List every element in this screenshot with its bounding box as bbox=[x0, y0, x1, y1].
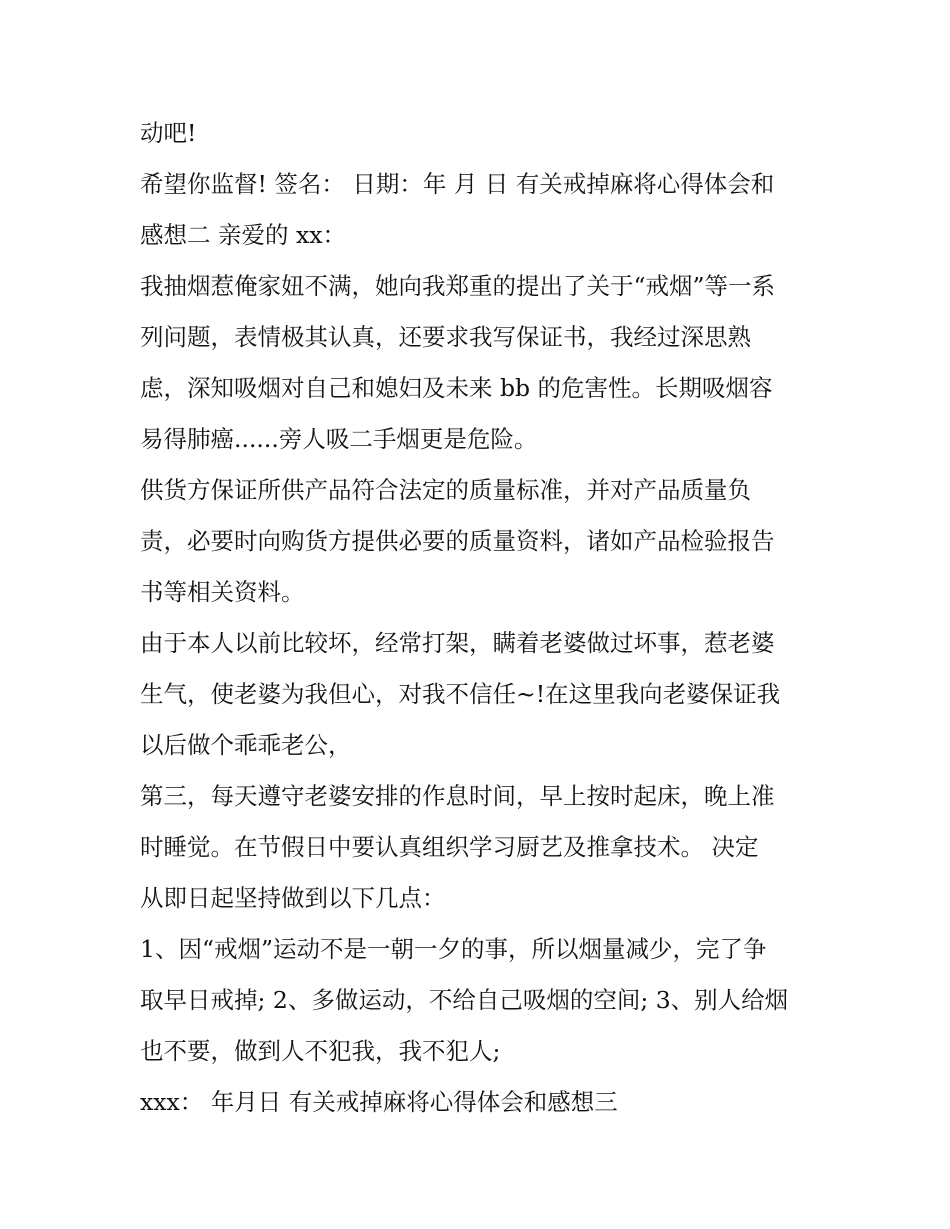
paragraph-8 bbox=[140, 1077, 820, 1128]
text-line: 第三，每天遵守老婆安排的作息时间，早上按时起床，晚上准 bbox=[140, 782, 775, 810]
text-line: 生气，使老婆为我但心，对我不信任~!在这里我向老婆保证我 bbox=[140, 680, 781, 708]
paragraph-7 bbox=[140, 924, 820, 1077]
text-line: 希望你监督! 签名： 日期：年 月 日 有关戒掉麻将心得体会和 bbox=[140, 170, 775, 198]
paragraph-5 bbox=[140, 618, 820, 771]
text-line: 也不要，做到人不犯我，我不犯人; bbox=[140, 1037, 501, 1065]
paragraph-6 bbox=[140, 771, 820, 924]
text-line: 感想二 亲爱的 xx： bbox=[140, 221, 346, 249]
paragraph-2 bbox=[140, 159, 820, 261]
paragraph-1 bbox=[140, 108, 820, 159]
text-line: 从即日起坚持做到以下几点： bbox=[140, 884, 446, 912]
text-line: 书等相关资料。 bbox=[140, 578, 305, 606]
text-line: 由于本人以前比较坏，经常打架，瞒着老婆做过坏事，惹老婆 bbox=[140, 629, 775, 657]
text-line: xxx： 年月日 有关戒掉麻将心得体会和感想三 bbox=[140, 1088, 618, 1116]
text-line: 供货方保证所供产品符合法定的质量标准，并对产品质量负 bbox=[140, 476, 751, 504]
text-line: 1、因“戒烟”运动不是一朝一夕的事，所以烟量减少，完了争 bbox=[140, 935, 767, 963]
text-line: 以后做个乖乖老公， bbox=[140, 731, 352, 759]
text-line: 列问题，表情极其认真，还要求我写保证书，我经过深思熟 bbox=[140, 323, 751, 351]
paragraph-3 bbox=[140, 261, 820, 465]
text-line: 我抽烟惹俺家妞不满，她向我郑重的提出了关于“戒烟”等一系 bbox=[140, 272, 776, 300]
text-line: 易得肺癌......旁人吸二手烟更是危险。 bbox=[140, 425, 538, 453]
text-line: 虑，深知吸烟对自己和媳妇及未来 bb 的危害性。长期吸烟容 bbox=[140, 374, 773, 402]
text-line: 动吧! bbox=[140, 119, 197, 147]
paragraph-4 bbox=[140, 465, 820, 618]
text-line: 时睡觉。在节假日中要认真组织学习厨艺及推拿技术。 决定 bbox=[140, 833, 759, 861]
text-line: 取早日戒掉; 2、多做运动，不给自己吸烟的空间; 3、别人给烟 bbox=[140, 986, 789, 1014]
document-body bbox=[140, 108, 820, 1128]
text-line: 责，必要时向购货方提供必要的质量资料，诸如产品检验报告 bbox=[140, 527, 775, 555]
